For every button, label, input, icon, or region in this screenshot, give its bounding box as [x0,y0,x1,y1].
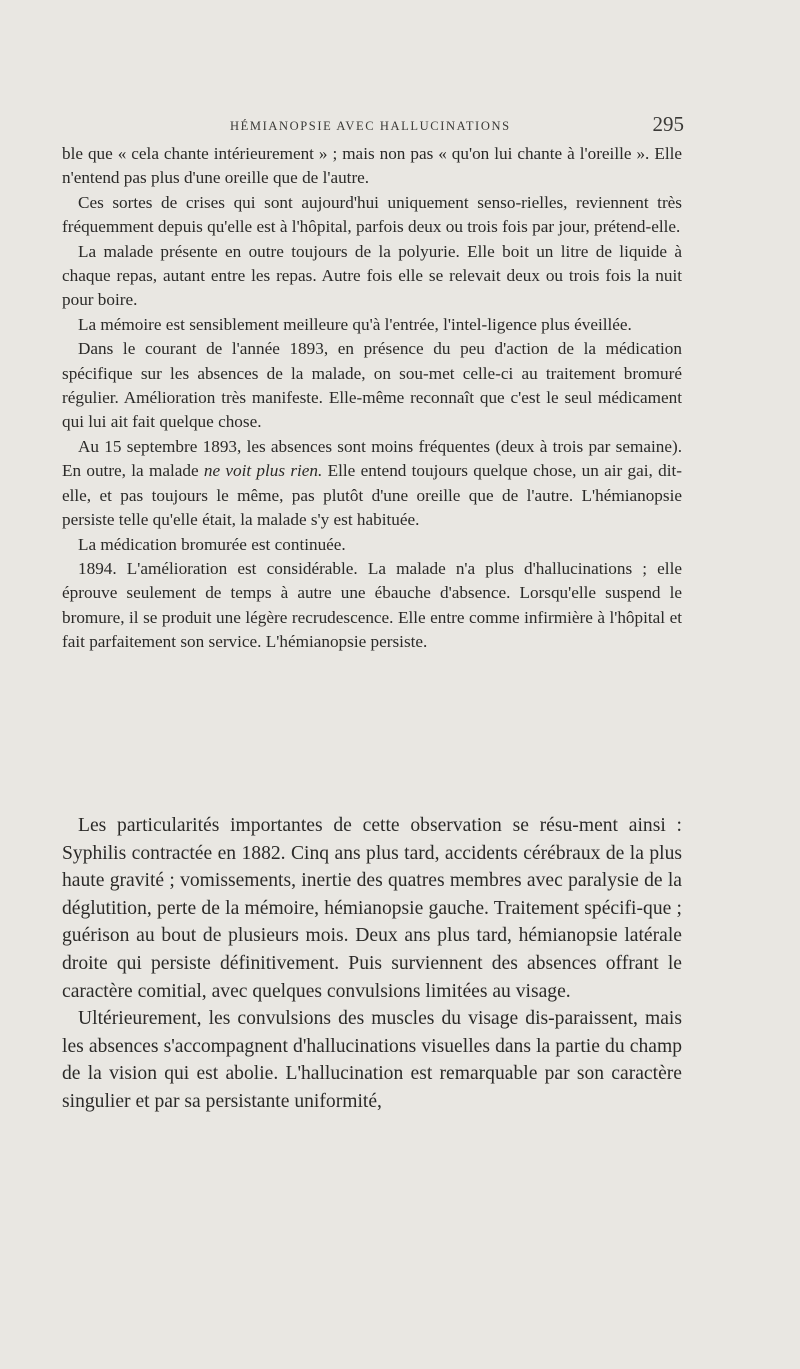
paragraph-1: ble que « cela chante intérieurement » ; mais non pas « qu'on lui chante à l'oreille ». Elle n'entend pas plus d'une oreille que de l'autre. [62,144,682,188]
paragraph-3: La malade présente en outre toujours de la polyurie. Elle boit un litre de liquide à chaque repas, autant entre les repas. Autre fois elle se relevait deux ou trois fois la nuit pour boire. [62,241,682,310]
case-notes-text [62,142,682,655]
paragraph-5: Dans le courant de l'année 1893, en présence du peu d'action de la médication spécifique sur les absences de la malade, on sou-met celle-ci au traitement bromuré régulier. Amélioration très manifeste. Elle-même reconnaît que c'est le seul médicament qui lui ait fait quelque chose. [62,339,682,432]
running-head: HÉMIANOPSIE AVEC HALLUCINATIONS [230,119,511,133]
summary-paragraph-1: Les particularités importantes de cette observation se résu-ment ainsi : Syphilis contractée en 1882. Cinq ans plus tard, accidents cérébraux de la plus haute gravité ; vomissements, inertie des quatres membres avec paralysie de la déglutition, perte de la mémoire, hémianopsie gauche. Traitement spécifi-que ; guérison au bout de plusieurs mois. Deux ans plus tard, hémianopsie latérale droite qui persiste définitivement. Puis surviennent des absences offrant le caractère comitial, avec quelques convulsions limitées au visage. [62,815,682,1002]
paragraph-6 [62,435,682,533]
page-header [62,112,682,138]
paragraph-6-end: Elle entend toujours quelque chose, un air gai, dit-elle, et pas toujours le même, pas plutôt d'une oreille que de l'autre. L'hémianopsie persiste telle qu'elle était, la malade s'y est habituée. [62,461,682,530]
summary-text [62,812,682,1116]
paragraph-6-italic: ne voit plus rien. [203,461,323,481]
paragraph-8: 1894. L'amélioration est considérable. La malade n'a plus d'hallucinations ; elle éprouve seulement de temps à autre une ébauche d'absence. Lorsqu'elle suspend le bromure, il se produit une légère recrudescence. Elle entre comme infirmière à l'hôpital et fait parfaitement son service. L'hémianopsie persiste. [62,558,682,652]
page-number: 295 [652,112,684,136]
paragraph-2: Ces sortes de crises qui sont aujourd'hui uniquement senso-rielles, reviennent très fréquemment depuis qu'elle est à l'hôpital, parfois deux ou trois fois par jour, prétend-elle. [62,192,682,237]
summary-paragraph-2: Ultérieurement, les convulsions des muscles du visage dis-paraissent, mais les absences s'accompagnent d'hallucinations visuelles dans la partie du champ de la vision qui est abolie. L'hallucination est remarquable par son caractère singulier et par sa persistante uniformité, [62,1008,682,1112]
paragraph-7: La médication bromurée est continuée. [78,534,346,554]
paragraph-6-start: Au 15 septembre 1893, les absences sont moins fréquentes (deux à trois par semaine). En outre, la malade [62,436,682,481]
paragraph-4: La mémoire est sensiblement meilleure qu'à l'entrée, l'intel-ligence plus éveillée. [78,314,632,334]
